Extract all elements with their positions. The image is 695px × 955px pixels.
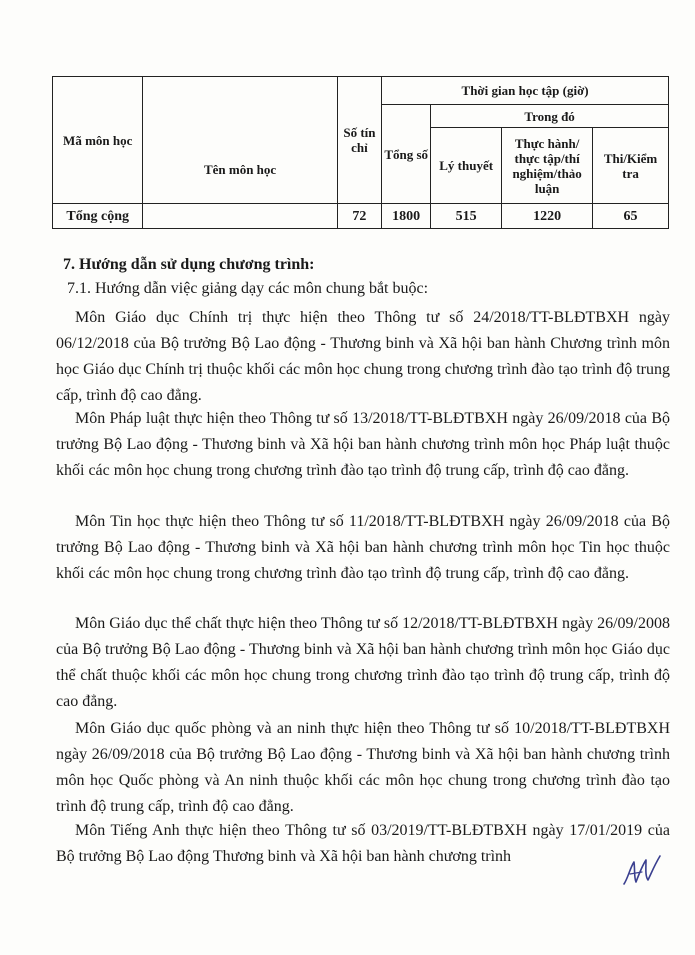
header-thuc-hanh: Thực hành/ thực tập/thí nghiệm/thảo luận <box>502 128 593 204</box>
section-heading: 7. Hướng dẫn sử dụng chương trình: <box>63 256 315 273</box>
signature-mark <box>620 848 664 892</box>
header-thoi-gian: Thời gian học tập (giờ) <box>382 77 669 105</box>
paragraph-phap-luat: Môn Pháp luật thực hiện theo Thông tư số 13/2018/TT-BLĐTBXH ngày 26/09/2018 của Bộ trưởng Bộ Lao động - Thương binh và Xã hội ban hành chương trình môn học Pháp luật thuộc khối các môn học chung trong chương trình đào tạo trình độ trung cấp, trình độ cao đẳng. <box>56 410 670 479</box>
header-ten-mon-hoc <box>143 77 337 204</box>
paragraph-quoc-phong: Môn Giáo dục quốc phòng và an ninh thực hiện theo Thông tư số 10/2018/TT-BLĐTBXH ngày 26/09/2018 của Bộ trưởng Bộ Lao động - Thương binh và Xã hội ban hành chương trình môn học Quốc phòng và An ninh thuộc khối các môn học chung trong chương trình đào tạo trình độ trung cấp, trình độ cao đẳng. <box>56 720 670 815</box>
total-so-tin-chi: 72 <box>337 204 382 229</box>
total-thi-kiem-tra: 65 <box>593 204 669 229</box>
paragraph-tieng-anh: Môn Tiếng Anh thực hiện theo Thông tư số 03/2019/TT-BLĐTBXH ngày 17/01/2019 của Bộ trưởng Bộ Lao động Thương binh và Xã hội ban hành chương trình <box>56 822 670 865</box>
total-thuc-hanh: 1220 <box>502 204 593 229</box>
header-ma-mon-hoc: Mã môn học <box>53 77 143 204</box>
paragraph-tin-hoc: Môn Tin học thực hiện theo Thông tư số 11/2018/TT-BLĐTBXH ngày 26/09/2018 của Bộ trưởng Bộ Lao động - Thương binh và Xã hội ban hành chương trình môn học Tin học thuộc khối các môn học chung trong chương trình đào tạo trình độ trung cấp, trình độ cao đẳng. <box>56 513 670 582</box>
header-ly-thuyet: Lý thuyết <box>431 128 502 204</box>
total-ly-thuyet: 515 <box>431 204 502 229</box>
header-tong-so: Tổng số <box>382 105 431 204</box>
table-header-row <box>53 77 669 105</box>
paragraph-chinh-tri: Môn Giáo dục Chính trị thực hiện theo Thông tư số 24/2018/TT-BLĐTBXH ngày 06/12/2018 của Bộ trưởng Bộ Lao động - Thương binh và Xã hội ban hành Chương trình môn học Giáo dục Chính trị thuộc khối các môn học chung trong chương trình đào tạo trình độ trung cấp, trình độ cao đẳng. <box>56 309 670 404</box>
total-label: Tổng cộng <box>53 204 143 229</box>
table-row-total <box>53 204 669 229</box>
header-so-tin-chi: Số tín chỉ <box>337 77 382 204</box>
course-summary-table <box>52 76 669 229</box>
section-subheading: 7.1. Hướng dẫn việc giảng dạy các môn chung bắt buộc: <box>67 280 429 297</box>
paragraph-the-chat: Môn Giáo dục thể chất thực hiện theo Thông tư số 12/2018/TT-BLĐTBXH ngày 26/09/2008 của Bộ trưởng Bộ Lao động - Thương binh và Xã hội ban hành chương trình môn học Giáo dục thể chất thuộc khối các môn học chung trong chương trình đào tạo trình độ trung cấp, trình độ cao đẳng. <box>56 615 670 710</box>
total-tong-so: 1800 <box>382 204 431 229</box>
header-ten-mon-hoc-label: Tên môn học <box>203 161 277 177</box>
header-trong-do: Trong đó <box>431 105 669 128</box>
total-ten-mon-hoc <box>143 204 337 229</box>
header-thi-kiem-tra: Thi/Kiểm tra <box>593 128 669 204</box>
